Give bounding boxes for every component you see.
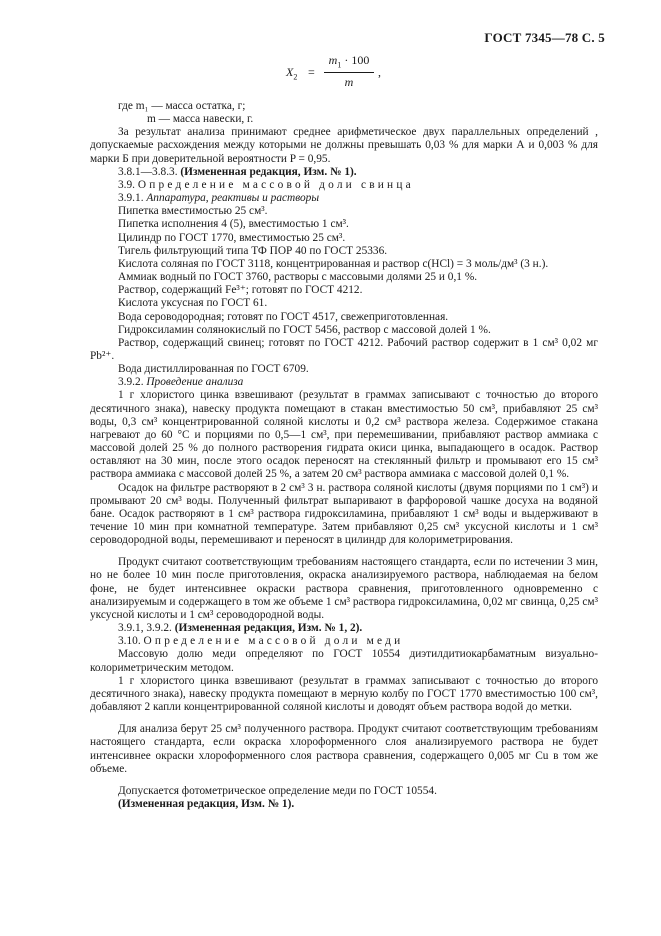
- reagent-item: Раствор, содержащий Fe³⁺; готовят по ГОСТ 4212.: [118, 284, 363, 297]
- reagent-item: Пипетка вместимостью 25 см³.: [118, 205, 268, 218]
- section-310-heading: 3.10. Определение массовой доли меди: [118, 635, 404, 648]
- section-39-heading: 3.9. Определение массовой доли свинца: [118, 178, 414, 191]
- formula-equals: =: [308, 65, 315, 79]
- copper-paragraph-1: Массовую долю меди определяют по ГОСТ 10554 диэтилдитиокарбаматным визуально-колориметрическим методом.: [90, 648, 598, 674]
- analysis-paragraph-2: Осадок на фильтре растворяют в 2 см³ 3 н. раствора соляной кислоты (двумя порциями по 1 см³) и промывают 20 см³ воды. Полученный фильтрат выпаривают в фарфоровой чашке досуха на водяной бане. Осадок растворяют в 1 см³ раствора гидроксиламина, прибавляют 1 см³ воды и выдерживают в течение 10 мин при комнатной температуре. Затем прибавляют 0,25 см³ уксусной кислоты и 1 см³ сероводородной воды, перемешивают и переносят в цилиндр для колориметрирования.: [90, 481, 598, 547]
- formula-numerator: $m_1 \cdot 100$: [328, 53, 370, 70]
- formula-x2: [286, 50, 406, 94]
- copper-paragraph-2: 1 г хлористого цинка взвешивают (результат в граммах записывают с точностью до второго десятичного знака), навеску продукта помещают в мерную колбу по ГОСТ 1770 вместимостью 100 см³, добавляют 2 капли концентрированной соляной кислоты и доводят объем раствора водой до метки.: [90, 674, 598, 714]
- analysis-paragraph-3: Продукт считают соответствующим требованиям настоящего стандарта, если по истечении 3 мин, но не более 10 мин после приготовления, окраска анализируемого раствора, наблюдаемая на белом фоне, не будет интенсивнее окраски раствора сравнения, приготовленного одновременно с анализируемым и содержащего в том же объеме 1 см³ раствора гидроксиламина, 0,02 мг свинца, 0,25 см³ уксусной кислоты и 1 см³ сероводородной воды.: [90, 556, 598, 621]
- formula-fraction-bar: [324, 72, 374, 73]
- reagent-item: Раствор, содержащий свинец; готовят по ГОСТ 4212. Рабочий раствор содержит в 1 см³ 0,02 мг Pb²⁺.: [90, 336, 598, 362]
- page-header: ГОСТ 7345—78 С. 5: [484, 30, 605, 45]
- reagent-item: Гидроксиламин солянокислый по ГОСТ 5456, раствор с массовой долей 1 %.: [118, 323, 491, 336]
- formula-denominator: m: [344, 75, 354, 89]
- amendment-310: (Измененная редакция, Изм. № 1).: [118, 797, 295, 810]
- reagent-item: Цилиндр по ГОСТ 1770, вместимостью 25 см³.: [118, 231, 346, 244]
- formula-comma: ,: [378, 65, 381, 79]
- reagent-item: Вода дистиллированная по ГОСТ 6709.: [118, 363, 309, 376]
- amendment-381: 3.8.1—3.8.3. (Измененная редакция, Изм. № 1).: [118, 165, 357, 178]
- where-m-line: m — масса навески, г.: [147, 113, 254, 126]
- analysis-paragraph-1: 1 г хлористого цинка взвешивают (результат в граммах записывают с точностью до второго десятичного знака), навеску продукта помещают в стакан вместимостью 50 см³, прибавляют 25 см³ воды, 0,3 см³ концентрированной соляной кислоты и 0,2 см³ раствора железа. Содержимое стакана нагревают до 60 °С и порциями по 0,5—1 см³, при перемешивании, прибавляют раствор аммиака с массовой долей 25 % до полного растворения гидрата окиси цинка, выпадающего в осадок. Раствор оставляют на 30 мин, после этого осадок переносят на стеклянный фильтр и промывают его 15 см³ раствора аммиака с массовой долей 25 %, а затем 20 см³ раствора аммиака с массовой долей 0,1 %.: [90, 389, 598, 481]
- result-paragraph: За результат анализа принимают среднее арифметическое двух параллельных определений , допускаемые расхождения между которыми не должны превышать 0,03 % для марки А и 0,003 % для марки Б при доверительной вероятности P = 0,95.: [90, 126, 598, 165]
- section-392-heading: 3.9.2. Проведение анализа: [118, 376, 244, 389]
- body-text: [90, 100, 598, 811]
- amendment-391-392: 3.9.1, 3.9.2. (Измененная редакция, Изм. № 1, 2).: [118, 622, 363, 635]
- copper-paragraph-3: Для анализа берут 25 см³ полученного раствора. Продукт считают соответствующим требованиям настоящего стандарта, если окраска хлороформенного слоя анализируемого раствора не будет интенсивнее окраски хлороформенного слоя раствора сравнения, содержащего 0,005 мг Cu в том же объеме.: [90, 723, 598, 775]
- formula-lhs: $X_2$: [286, 65, 298, 82]
- reagent-item: Аммиак водный по ГОСТ 3760, растворы с массовыми долями 25 и 0,1 %.: [118, 271, 478, 284]
- reagent-item: Пипетка исполнения 4 (5), вместимостью 1 см³.: [118, 218, 349, 231]
- reagent-item: Вода сероводородная; готовят по ГОСТ 4517, свежеприготовленная.: [118, 310, 449, 323]
- reagent-item: Тигель фильтрующий типа ТФ ПОР 40 по ГОСТ 25336.: [118, 244, 388, 257]
- copper-paragraph-4: Допускается фотометрическое определение меди по ГОСТ 10554.: [118, 784, 437, 797]
- where-m1-line: где m₁ — масса остатка, г;: [118, 100, 246, 112]
- reagent-item: Кислота уксусная по ГОСТ 61.: [118, 297, 268, 310]
- section-391-heading: 3.9.1. Аппаратура, реактивы и растворы: [118, 192, 320, 205]
- reagent-item: Кислота соляная по ГОСТ 3118, концентрированная и раствор c(HCl) = 3 моль/дм³ (3 н.).: [118, 257, 549, 270]
